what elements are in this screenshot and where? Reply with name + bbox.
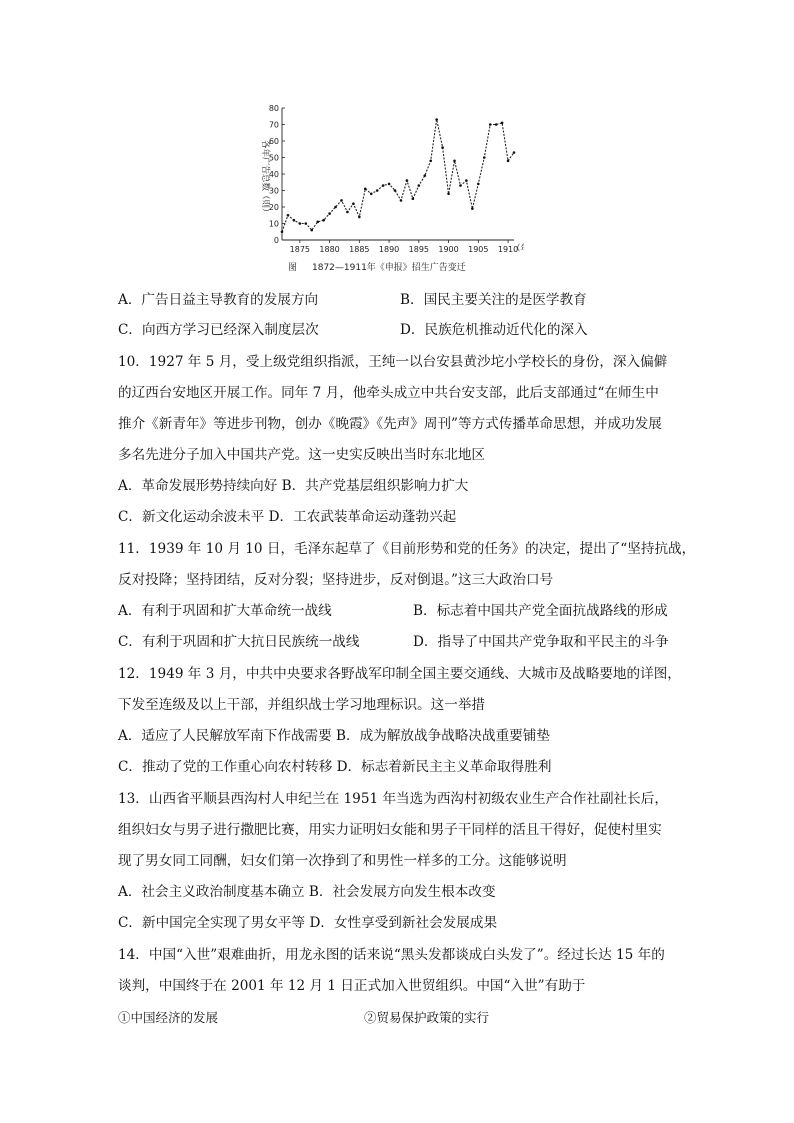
data-point: [304, 222, 307, 225]
y-tick-label: 50: [268, 153, 279, 163]
data-point: [364, 188, 367, 191]
x-tick-label: 1900: [438, 245, 459, 254]
q13-options-cd: C．新中国完全实现了男女平等 D．女性享受到新社会发展成果: [118, 915, 498, 931]
data-point: [459, 184, 462, 187]
q9-option-d: D．民族危机推动近代化的深入: [400, 322, 588, 338]
data-point: [477, 183, 480, 186]
y-tick-label: 40: [268, 170, 279, 179]
data-point: [441, 146, 444, 149]
data-point: [489, 123, 492, 126]
data-point: [423, 174, 426, 177]
ad-trend-chart: [262, 100, 524, 280]
data-point: [429, 160, 432, 163]
q12-options-ab: A．适应了人民解放军南下作战需要 B．成为解放战争战略决战重要铺垫: [118, 728, 550, 744]
q12-stem-line-1: 12．1949 年 3 月，中共中央要求各野战军印制全国主要交通线、大城市及战略要地的详图，: [118, 666, 681, 682]
q11-stem-line-2: 反对投降；坚持团结，反对分裂；坚持进步，反对倒退。”这三大政治口号: [118, 572, 554, 588]
chart-title: 1872—1911年《申报》招生广告变迁: [312, 263, 466, 273]
data-point: [358, 216, 361, 219]
q9-option-c: C．向西方学习已经深入制度层次: [118, 322, 319, 338]
data-point: [412, 197, 415, 200]
x-tick-label: 1875: [289, 245, 311, 254]
data-point: [370, 193, 373, 196]
data-point: [316, 221, 319, 224]
series-line: [282, 120, 514, 232]
x-tick-label: 1905: [468, 245, 489, 254]
q10-stem-line-4: 多名先进分子加入中国共产党。这一史实反映出当时东北地区: [118, 447, 486, 463]
y-tick-label: 80: [268, 104, 279, 113]
y-tick-label: 10: [268, 219, 279, 229]
data-point: [340, 199, 343, 202]
y-tick-label: 0: [273, 236, 279, 245]
data-point: [483, 156, 486, 159]
q12-options-cd: C．推动了党的工作重心向农村转移 D．标志着新民主主义革命取得胜利: [118, 759, 552, 775]
data-point: [435, 118, 438, 121]
data-point: [328, 212, 331, 215]
data-point: [293, 219, 296, 222]
q11-option-b: B．标志着中国共产党全面抗战路线的形成: [413, 603, 668, 619]
x-axis-label: （: [512, 244, 521, 254]
data-point: [334, 206, 337, 209]
figure-caption-prefix: 图: [288, 263, 298, 273]
q10-options-ab: A．革命发展形势持续向好 B．共产党基层组织影响力扩大: [118, 478, 469, 494]
y-tick-label: 70: [268, 120, 279, 130]
data-point: [281, 230, 284, 233]
q13-stem-line-2: 组织妇女与男子进行撒肥比赛，用实力证明妇女能和男子干同样的活且干得好，促使村里实: [118, 822, 662, 838]
q14-item-2: ②贸易保护政策的实行: [364, 1010, 490, 1025]
data-point: [388, 183, 391, 186]
chart-svg: [262, 100, 524, 280]
data-point: [376, 189, 379, 192]
q14-item-1: ①中国经济的发展: [118, 1010, 219, 1025]
data-point: [501, 122, 504, 125]
q10-stem-line-2: 的辽西台安地区开展工作。同年 7 月，他牵头成立中共台安支部，此后支部通过“在师生中: [118, 385, 659, 401]
data-point: [310, 229, 313, 232]
data-point: [382, 184, 385, 187]
x-tick-label: 1910: [497, 245, 519, 254]
q11-option-d: D．指导了中国共产党争取和平民主的斗争: [413, 634, 669, 650]
data-point: [394, 189, 397, 192]
y-axis-label: 各年广告总数（则）: [262, 140, 270, 217]
q11-option-a: A．有利于巩固和扩大革命统一战线: [118, 603, 332, 619]
q14-stem-line-2: 谈判，中国终于在 2001 年 12 月 1 日正式加入世贸组织。中国“入世”有助于: [118, 978, 586, 994]
data-point: [406, 179, 409, 182]
x-tick-label: 1885: [349, 245, 370, 254]
q14-stem-line-1: 14．中国“入世”艰难曲折，用龙永图的话来说“黑头发都谈成白头发了”。经过长达 15 年的: [118, 947, 665, 963]
q9-option-a: A．广告日益主导教育的发展方向: [118, 292, 319, 308]
data-point: [453, 160, 456, 163]
q10-stem-line-3: 推介《新青年》等进步刊物，创办《晚霞》《先声》周刊”等方式传播革命思想，并成功发展: [118, 416, 662, 432]
data-point: [400, 199, 403, 202]
data-point: [495, 123, 498, 126]
y-tick-label: 60: [268, 137, 279, 146]
x-tick-label: 1880: [319, 245, 340, 254]
q11-option-c: C．有利于巩固和扩大抗日民族统一战线: [118, 634, 360, 650]
q12-stem-line-2: 下发至连级及以上干部，并组织战士学习地理标识。这一举措: [118, 697, 486, 713]
data-point: [465, 179, 468, 182]
q13-options-ab: A．社会主义政治制度基本确立 B．社会发展方向发生根本改变: [118, 884, 496, 900]
q10-options-cd: C．新文化运动余波未平 D．工农武装革命运动蓬勃兴起: [118, 509, 457, 525]
q13-stem-line-3: 现了男女同工同酬，妇女们第一次挣到了和男性一样多的工分。这能够说明: [118, 853, 567, 869]
data-point: [418, 184, 421, 187]
data-point: [287, 214, 290, 217]
q13-stem-line-1: 13．山西省平顺县西沟村人申纪兰在 1951 年当选为西沟村初级农业生产合作社副社长后，: [118, 791, 668, 807]
q11-stem-line-1: 11．1939 年 10 月 10 日，毛泽东起草了《目前形势和党的任务》的决定，提出了“坚持抗战，: [118, 541, 696, 557]
data-point: [471, 207, 474, 210]
data-point: [513, 151, 516, 154]
data-point: [346, 211, 349, 214]
data-point: [299, 222, 302, 225]
y-tick-label: 20: [268, 203, 279, 212]
data-point: [322, 219, 325, 222]
x-tick-label: 1890: [378, 245, 400, 254]
data-point: [352, 202, 355, 205]
y-tick-label: 30: [268, 186, 279, 196]
x-tick-label: 1895: [408, 245, 430, 254]
q9-option-b: B．国民主要关注的是医学教育: [400, 292, 587, 308]
data-point: [447, 193, 450, 196]
data-point: [507, 160, 510, 163]
q10-stem-line-1: 10．1927 年 5 月，受上级党组织指派，王纯一以台安县黄沙坨小学校长的身份，深入偏僻: [118, 354, 668, 370]
